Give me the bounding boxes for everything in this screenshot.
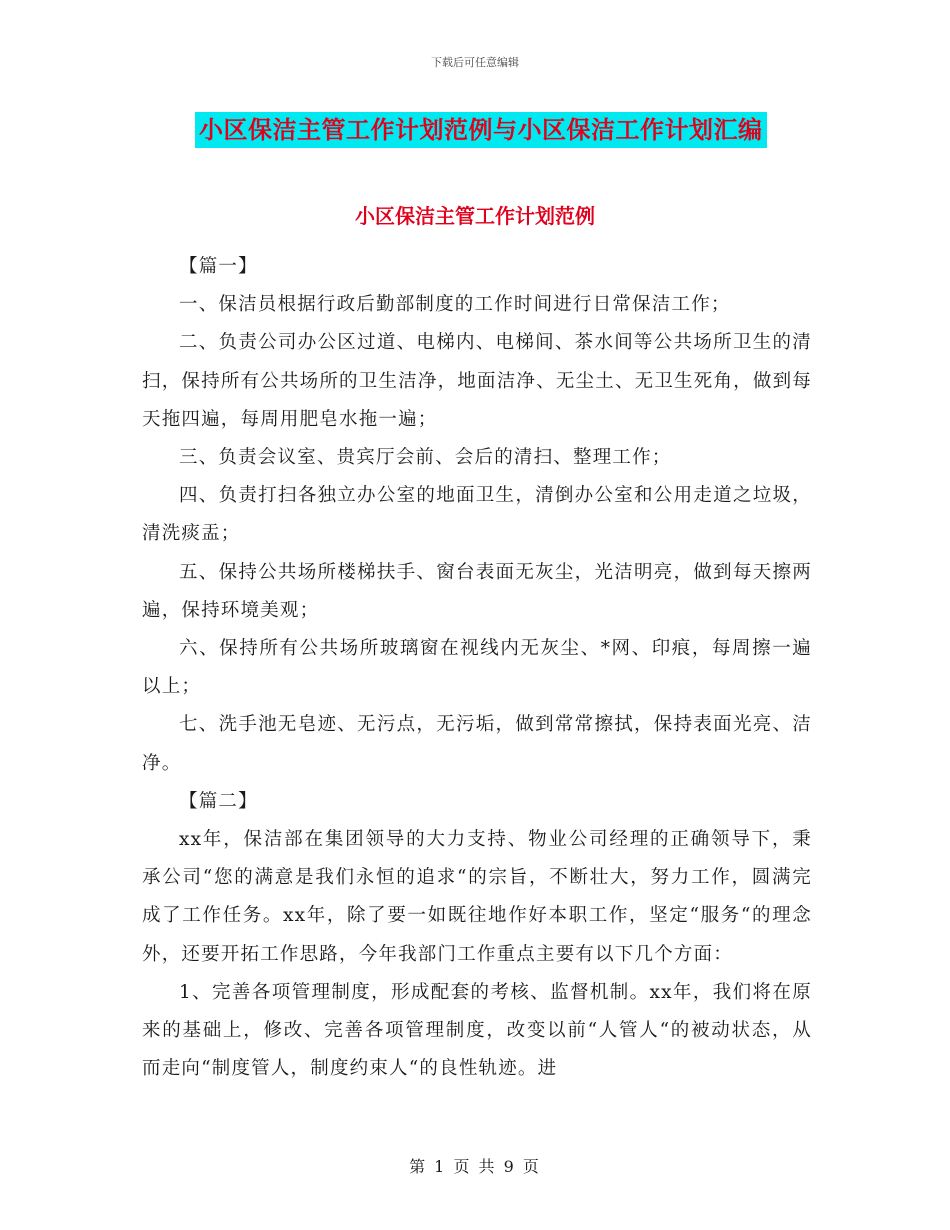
sub-title: 小区保洁主管工作计划范例: [355, 204, 595, 228]
document-body: [142, 248, 812, 1088]
paragraph: 三、负责会议室、贵宾厅会前、会后的清扫、整理工作；: [179, 447, 672, 469]
main-title-container: [195, 112, 767, 148]
header-note: 下载后可任意编辑: [431, 56, 519, 69]
section-heading-2: 【篇二】: [179, 790, 258, 812]
paragraph: 六、保持所有公共场所玻璃窗在视线内无灰尘、*网、印痕，每周擦一遍以上；: [142, 638, 812, 698]
main-title: 小区保洁主管工作计划范例与小区保洁工作计划汇编: [195, 112, 767, 148]
paragraph: 七、洗手池无皂迹、无污点，无污垢，做到常常擦拭，保持表面光亮、洁净。: [142, 714, 812, 774]
paragraph: 五、保持公共场所楼梯扶手、窗台表面无灰尘，光洁明亮，做到每天擦两遍，保持环境美观；: [142, 561, 812, 621]
page-number-footer: 第 1 页 共 9 页: [409, 1157, 541, 1176]
paragraph: 四、负责打扫各独立办公室的地面卫生，清倒办公室和公用走道之垃圾，清洗痰盂；: [142, 485, 812, 545]
paragraph: 1、完善各项管理制度，形成配套的考核、监督机制。xx年，我们将在原来的基础上，修改、完善各项管理制度，改变以前“人管人“的被动状态，从而走向“制度管人，制度约束人“的良性轨迹。进: [142, 981, 812, 1080]
paragraph: xx年，保洁部在集团领导的大力支持、物业公司经理的正确领导下，秉承公司“您的满意是我们永恒的追求“的宗旨，不断壮大，努力工作，圆满完成了工作任务。xx年，除了要一如既往地作好本职工作，坚定“服务“的理念外，还要开拓工作思路，今年我部门工作重点主要有以下几个方面：: [142, 829, 812, 965]
paragraph: 二、负责公司办公区过道、电梯内、电梯间、茶水间等公共场所卫生的清扫，保持所有公共场所的卫生洁净，地面洁净、无尘土、无卫生死角，做到每天拖四遍，每周用肥皂水拖一遍；: [142, 332, 812, 430]
section-heading-1: 【篇一】: [179, 256, 258, 277]
paragraph: 一、保洁员根据行政后勤部制度的工作时间进行日常保洁工作；: [179, 294, 731, 316]
